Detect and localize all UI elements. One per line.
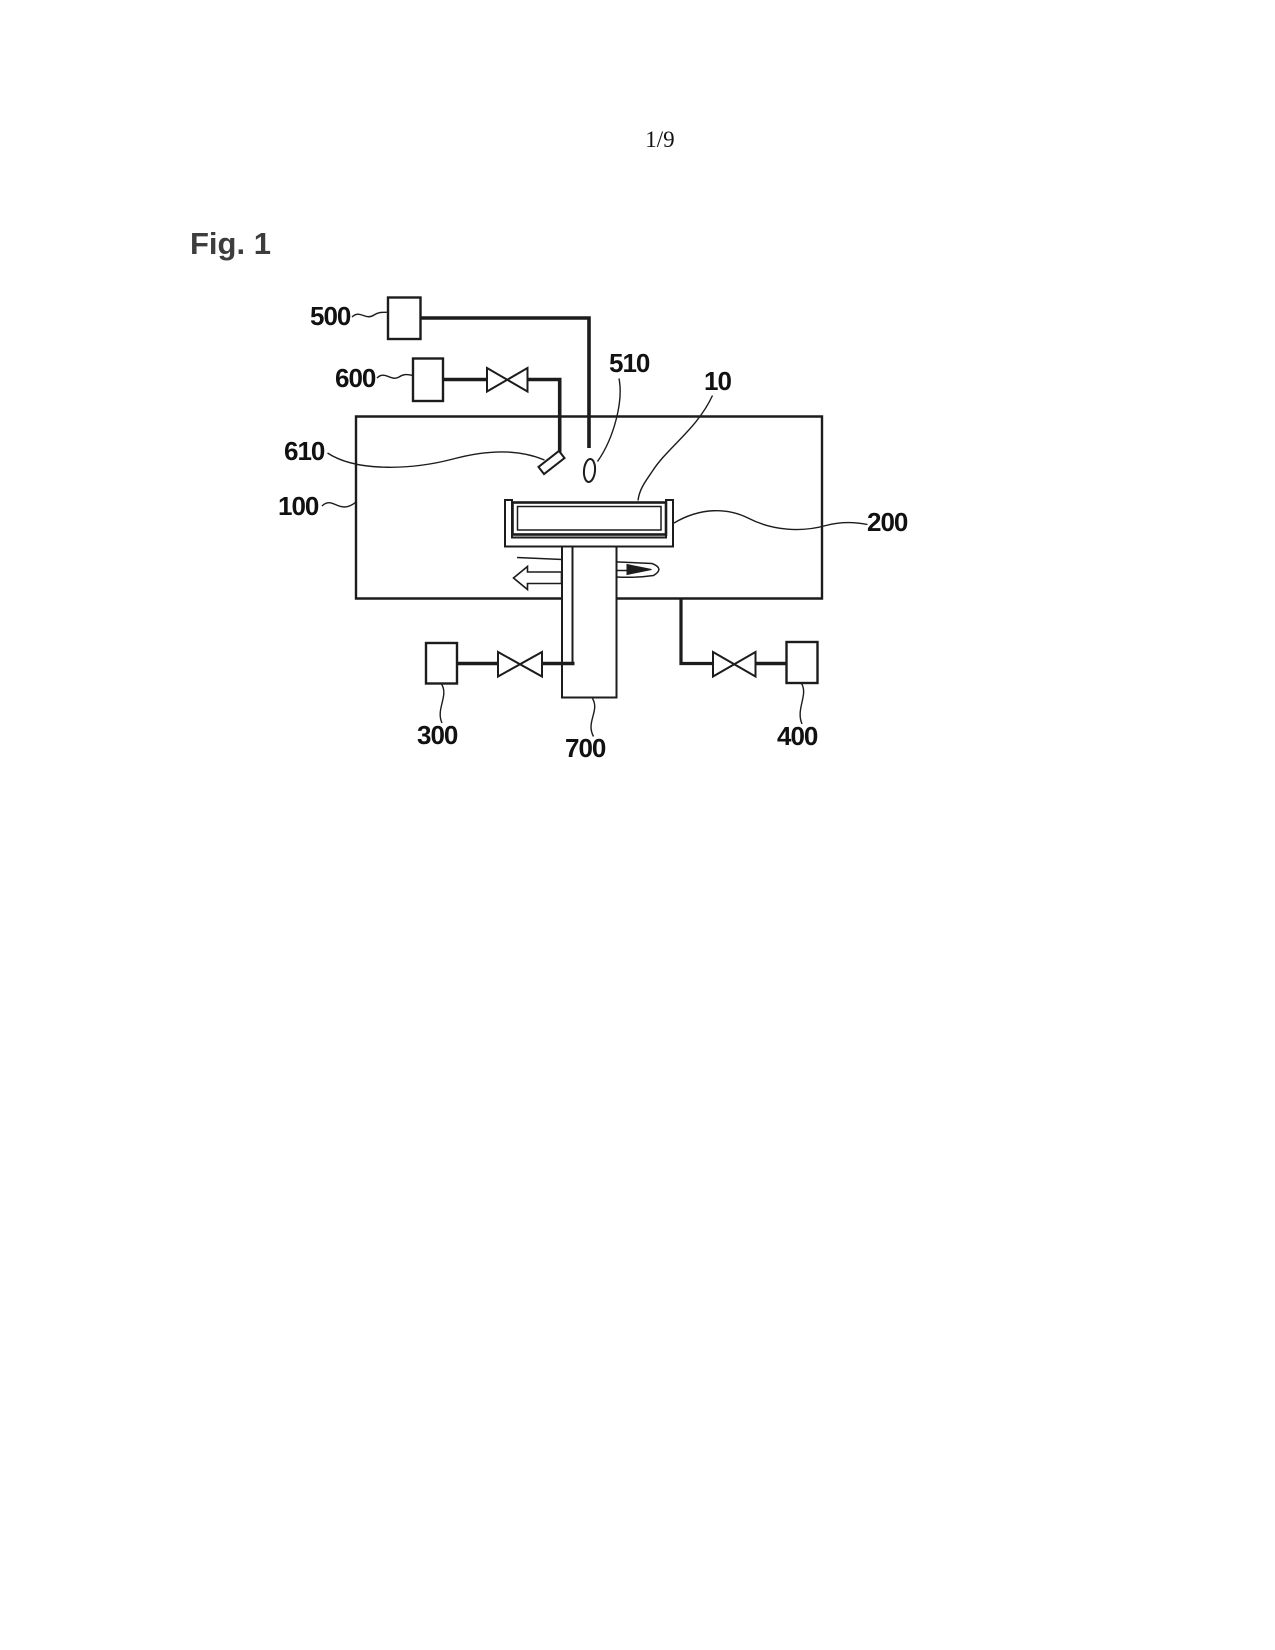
leader-700 bbox=[591, 699, 595, 737]
ref-label-200: 200 bbox=[867, 507, 908, 537]
ref-label-400: 400 bbox=[777, 721, 818, 751]
rotation-front-arrow bbox=[514, 567, 562, 590]
box-300 bbox=[426, 643, 457, 684]
valve-300 bbox=[498, 652, 542, 677]
box-600 bbox=[413, 359, 443, 402]
leader-300 bbox=[440, 684, 444, 723]
ref-label-600: 600 bbox=[335, 363, 376, 393]
ref-label-10: 10 bbox=[704, 366, 731, 396]
ref-label-700: 700 bbox=[565, 733, 606, 763]
leader-600 bbox=[377, 375, 413, 379]
ref-label-100: 100 bbox=[278, 491, 319, 521]
leader-510 bbox=[598, 379, 621, 462]
substrate-tray-10 bbox=[513, 503, 667, 535]
valve-400 bbox=[713, 652, 756, 677]
droplet-510 bbox=[583, 459, 596, 483]
shaft-700 bbox=[562, 547, 617, 698]
leader-500 bbox=[352, 312, 389, 317]
ref-label-610: 610 bbox=[284, 436, 325, 466]
pipe-400-left bbox=[681, 599, 713, 664]
leader-10 bbox=[638, 396, 713, 501]
box-500 bbox=[388, 298, 421, 340]
ref-label-510: 510 bbox=[609, 348, 650, 378]
leader-200 bbox=[674, 511, 868, 530]
page-number: 1/9 bbox=[645, 127, 675, 152]
ref-label-500: 500 bbox=[310, 301, 351, 331]
rotation-arrow-head bbox=[627, 565, 652, 575]
figure-title: Fig. 1 bbox=[190, 226, 271, 261]
leader-610 bbox=[328, 452, 545, 467]
box-400 bbox=[787, 642, 818, 683]
leader-400 bbox=[800, 684, 804, 725]
valve-600 bbox=[487, 368, 528, 392]
leader-100 bbox=[322, 502, 356, 507]
nozzle-610 bbox=[538, 451, 564, 474]
pipe-500 bbox=[421, 318, 590, 448]
ref-label-300: 300 bbox=[417, 720, 458, 750]
